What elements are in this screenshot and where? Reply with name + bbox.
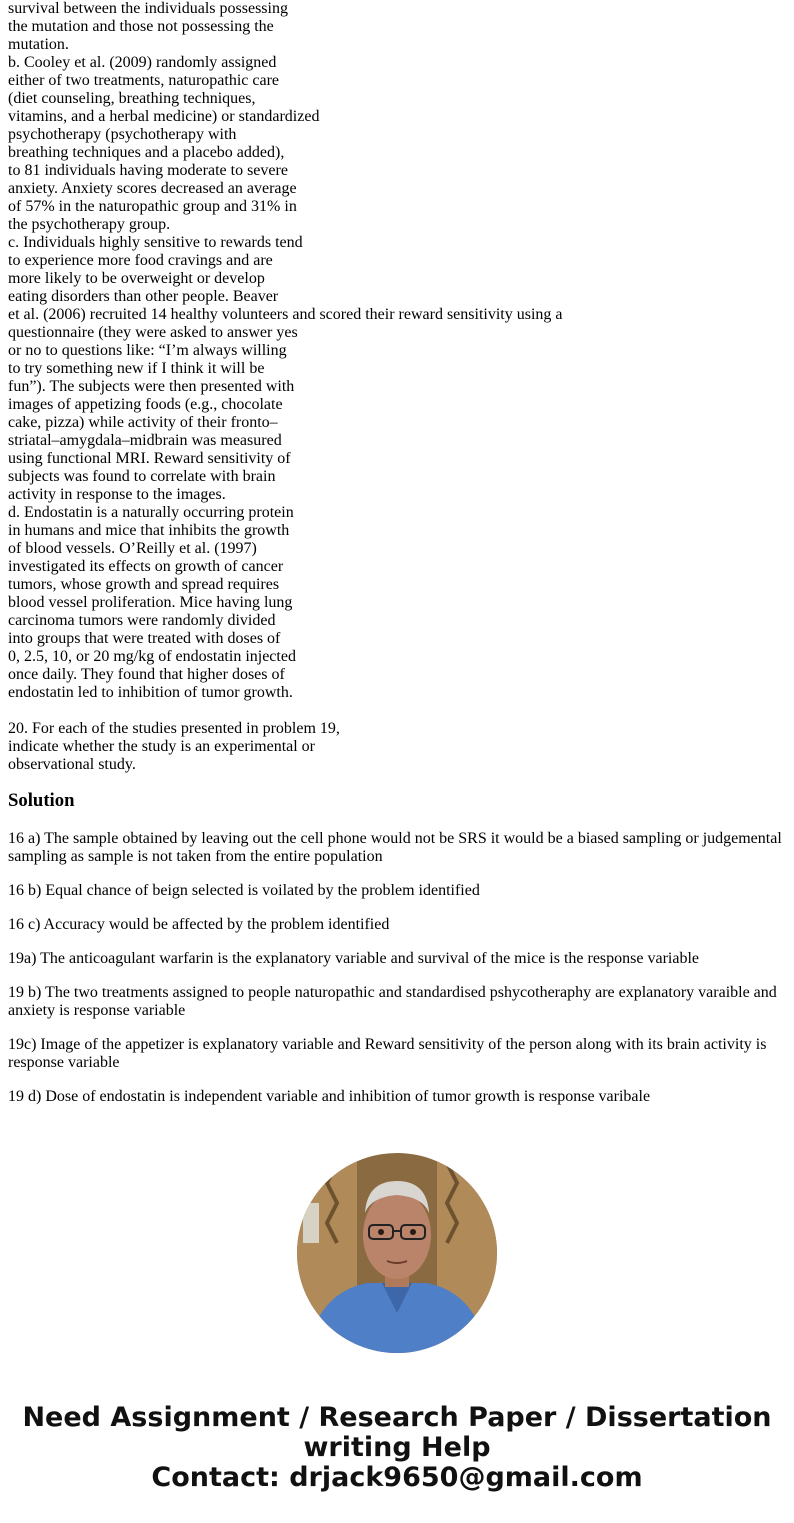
problem-line: of 57% in the naturopathic group and 31% in	[8, 198, 297, 215]
problem20-line: indicate whether the study is an experimental or	[8, 738, 316, 755]
problem-line: in humans and mice that inhibits the growth	[8, 522, 290, 539]
problem-line: vitamins, and a herbal medicine) or standardized	[8, 108, 320, 125]
paragraph-gap	[8, 702, 788, 720]
problem-line: carcinoma tumors were randomly divided	[8, 612, 276, 629]
solution-heading: Solution	[8, 790, 75, 811]
problem-line: cake, pizza) while activity of their fronto–	[8, 414, 278, 431]
problem-line: the mutation and those not possessing the	[8, 18, 274, 35]
problem-line: 0, 2.5, 10, or 20 mg/kg of endostatin injected	[8, 648, 296, 665]
solution-item: 19 b) The two treatments assigned to people naturopathic and standardised pshycotheraphy are explanatory varaible and anxiety is response variable	[8, 984, 777, 1019]
solution-item: 16 b) Equal chance of beign selected is voilated by the problem identified	[8, 882, 480, 899]
problem-line: investigated its effects on growth of cancer	[8, 558, 284, 575]
problem-line: to 81 individuals having moderate to severe	[8, 162, 288, 179]
problem-line: either of two treatments, naturopathic care	[8, 72, 279, 89]
problem-line: endostatin led to inhibition of tumor growth.	[8, 684, 293, 701]
problem-line: subjects was found to correlate with brain	[8, 468, 276, 485]
problem-line: fun”). The subjects were then presented with	[8, 378, 295, 395]
problem-line: of blood vessels. O’Reilly et al. (1997)	[8, 540, 257, 557]
problem20	[8, 720, 788, 774]
problem-line: et al. (2006) recruited 14 healthy volunteers and scored their reward sensitivity using a	[8, 306, 563, 323]
expert-avatar	[297, 1153, 497, 1353]
problem20-line: observational study.	[8, 756, 136, 773]
problem-line: b. Cooley et al. (2009) randomly assigned	[8, 54, 277, 71]
problem-line: survival between the individuals possessing	[8, 0, 288, 17]
contact-banner	[0, 1403, 794, 1493]
problem-line: psychotherapy (psychotherapy with	[8, 126, 237, 143]
problem-line: d. Endostatin is a naturally occurring protein	[8, 504, 294, 521]
problem-line: the psychotherapy group.	[8, 216, 171, 233]
solution-item: 19 d) Dose of endostatin is independent variable and inhibition of tumor growth is response varibale	[8, 1088, 651, 1105]
problem-line: anxiety. Anxiety scores decreased an average	[8, 180, 297, 197]
problem20-line: 20. For each of the studies presented in problem 19,	[8, 720, 340, 737]
problem-line: once daily. They found that higher doses of	[8, 666, 285, 683]
avatar-portrait	[297, 1153, 497, 1353]
footer-contact[interactable]: Contact: drjack9650@gmail.com	[151, 1462, 643, 1493]
problem-line: eating disorders than other people. Beaver	[8, 288, 279, 305]
problem-line: more likely to be overweight or develop	[8, 270, 265, 287]
problem-line: breathing techniques and a placebo added),	[8, 144, 285, 161]
problem-line: questionnaire (they were asked to answer yes	[8, 324, 298, 341]
problem-text	[8, 0, 788, 774]
solution-item: 16 c) Accuracy would be affected by the problem identified	[8, 916, 390, 933]
problem-line: c. Individuals highly sensitive to rewards tend	[8, 234, 303, 251]
problem-line: to experience more food cravings and are	[8, 252, 273, 269]
problem-line: striatal–amygdala–midbrain was measured	[8, 432, 282, 449]
problem-line: blood vessel proliferation. Mice having lung	[8, 594, 293, 611]
problem-line: into groups that were treated with doses of	[8, 630, 281, 647]
problem-line: using functional MRI. Reward sensitivity of	[8, 450, 291, 467]
problem-line: mutation.	[8, 36, 69, 53]
problem-line: or no to questions like: “I’m always willing	[8, 342, 287, 359]
problem-line: images of appetizing foods (e.g., chocolate	[8, 396, 283, 413]
footer-line1: Need Assignment / Research Paper / Dissertation	[22, 1402, 772, 1433]
problem-line: to try something new if I think it will be	[8, 360, 265, 377]
problem-line: tumors, whose growth and spread requires	[8, 576, 280, 593]
solution-list	[8, 830, 786, 1122]
problem-line: activity in response to the images.	[8, 486, 226, 503]
problem19-continued	[8, 0, 788, 702]
solution-item: 19c) Image of the appetizer is explanatory variable and Reward sensitivity of the person along with its brain activity is response variable	[8, 1036, 767, 1071]
footer-line2: writing Help	[303, 1432, 491, 1463]
solution-item: 16 a) The sample obtained by leaving out the cell phone would not be SRS it would be a biased sampling or judgemental sampling as sample is not taken from the entire population	[8, 830, 782, 865]
problem-line: (diet counseling, breathing techniques,	[8, 90, 256, 107]
solution-item: 19a) The anticoagulant warfarin is the explanatory variable and survival of the mice is the response variable	[8, 950, 699, 967]
